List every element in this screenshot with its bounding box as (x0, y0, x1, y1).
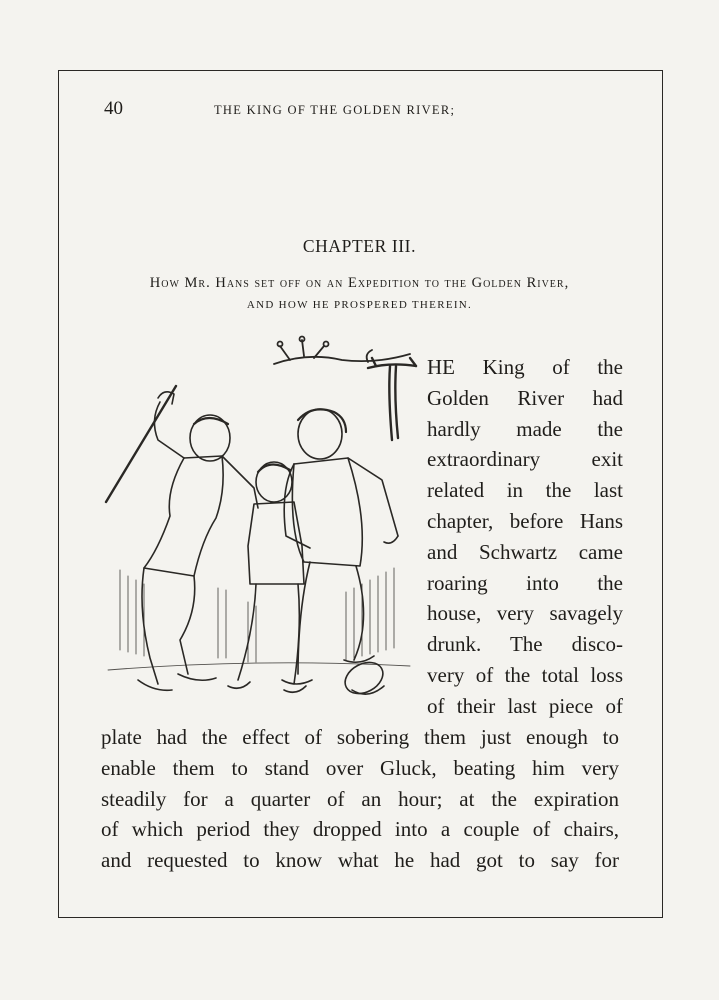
branch-ornament-icon (268, 334, 416, 376)
text-line: of which period they dropped into a couple of chairs, (101, 817, 619, 842)
text-line: chapter, before Hans (427, 508, 623, 533)
text-line: HE King of the (427, 355, 623, 379)
page-number: 40 (104, 98, 123, 119)
text-line: extraordinary exit (427, 447, 623, 472)
text-line: plate had the effect of sobering them just enough to (101, 725, 619, 749)
running-head: THE KING OF THE GOLDEN RIVER; (214, 103, 456, 117)
body-text-wide-column (101, 722, 619, 876)
text-line: and requested to know what he had got to say for (101, 848, 619, 873)
chapter-title: CHAPTER III. (302, 236, 417, 256)
chapter-subtitle-line-2: AND HOW HE PROSPERED THEREIN. (246, 299, 473, 311)
text-line: hardly made the (427, 416, 623, 441)
text-line: and Schwartz came (427, 539, 623, 564)
text-line: steadily for a quarter of an hour; at the expiration (101, 786, 619, 811)
drop-cap-letter (0, 0, 1, 1)
text-line: roaring into the (427, 570, 623, 595)
text-line: of their last piece of (427, 693, 623, 718)
text-line: house, very savagely (427, 601, 623, 626)
text-line: Golden River had (427, 385, 623, 410)
text-line: very of the total loss (427, 662, 623, 687)
text-line: enable them to stand over Gluck, beating him very (101, 755, 619, 780)
text-line: drunk. The disco- (427, 632, 623, 657)
chapter-subtitle-line-1: How Mr. Hans set off on an Expedition to the Golden River, (149, 275, 570, 291)
body-text-narrow-column (427, 352, 623, 722)
text-line: related in the last (427, 478, 623, 503)
